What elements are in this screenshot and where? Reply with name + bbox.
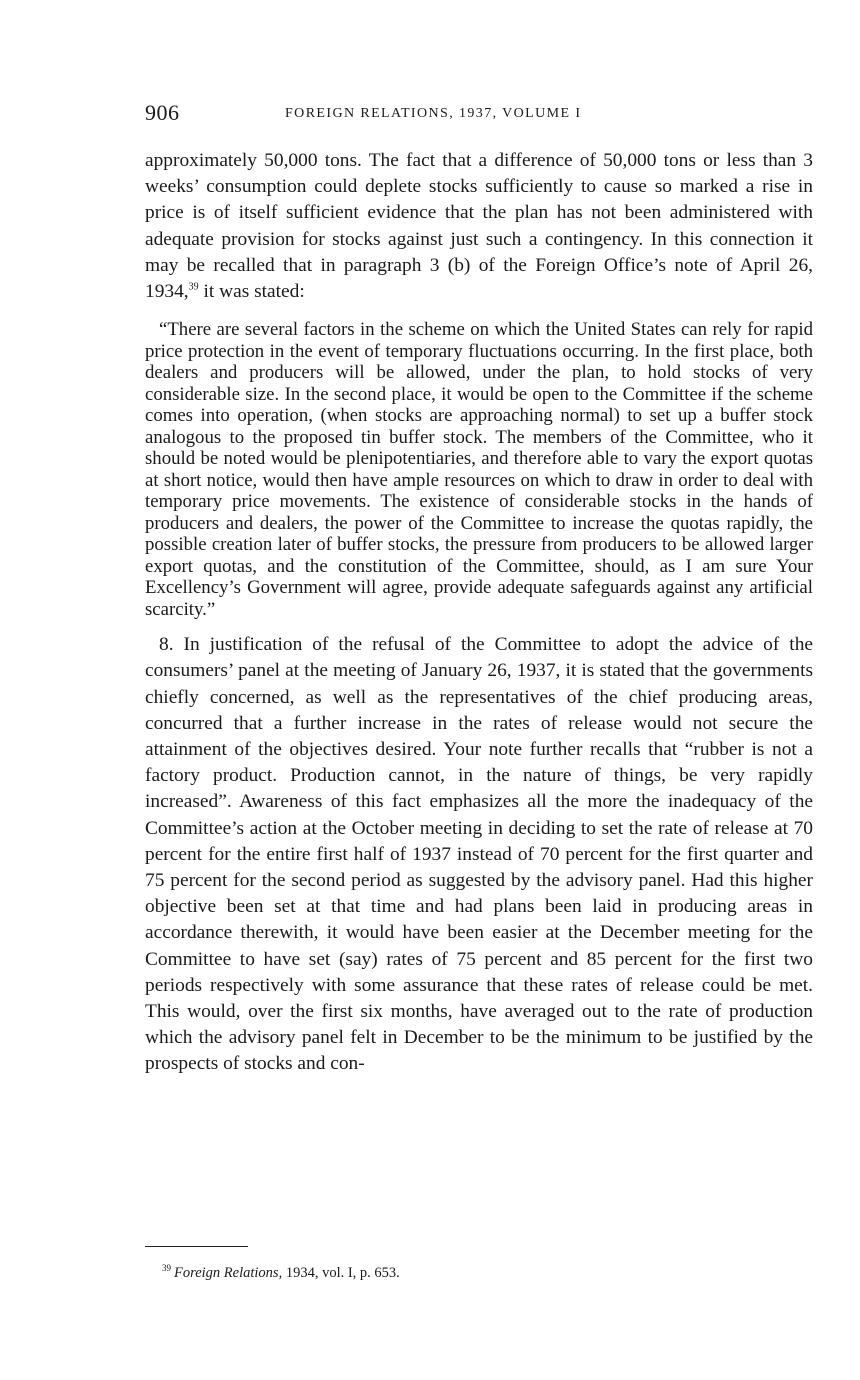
block-quote: “There are several factors in the scheme on which the United States can rely for rapid price protection in the event of temporary fluctuations occurring. In the first place, both dealers and producers will be allowed, under the plan, to hold stocks of very considerable size. In the second place, it would be open to the Committee if the scheme comes into operation, (when stocks are approaching normal) to set up a buffer stock analogous to the proposed tin buffer stock. The members of the Committee, who it should be noted would be plenipotentiaries, and therefore able to vary the export quotas at short notice, would then have ample resources on which to draw in order to deal with temporary price movements. The existence of considerable stocks in the hands of producers and dealers, the power of the Committee to increase the quotas rapidly, the possible creation later of buffer stocks, the pressure from producers to be allowed larger export quotas, and the constitution of the Committee, should, as I am sure Your Excellency’s Government will agree, provide adequate safeguards against any artificial scarcity.” — [145, 319, 813, 620]
footnote-source-title: Foreign Relations — [174, 1264, 279, 1281]
intro-paragraph — [145, 148, 813, 305]
footnote-divider — [145, 1246, 248, 1247]
intro-text: approximately 50,000 tons. The fact that a difference of 50,000 tons or less than 3 weeks’ consumption could deplete stocks sufficiently to cause so marked a rise in price is of itself sufficient evidence that the plan has not been administered with adequate provision for stocks against just such a contingency. In this connection it may be recalled that in paragraph 3 (b) of the Foreign Office’s note of April 26, 1934, — [145, 150, 813, 303]
running-head: FOREIGN RELATIONS, 1937, VOLUME I — [285, 106, 582, 121]
footnote-number: 39 — [162, 1263, 171, 1273]
intro-text-end: it was stated: — [198, 281, 305, 303]
page-number: 906 — [145, 100, 180, 125]
page-header — [145, 100, 815, 130]
paragraph-8: 8. In justification of the refusal of the Committee to adopt the advice of the consumers’ panel at the meeting of January 26, 1937, it is stated that the governments chiefly concerned, as well as the representatives of the chief producing areas, concurred that a further increase in the rates of release would not secure the attainment of the objectives desired. Your note further recalls that “rubber is not a factory product. Production cannot, in the nature of things, be very rapidly increased”. Awareness of this fact emphasizes all the more the inadequacy of the Committee’s action at the October meeting in deciding to set the rate of release at 70 percent for the entire first half of 1937 instead of 70 percent for the first quarter and 75 percent for the second period as suggested by the advisory panel. Had this higher objective been set at that time and had plans been laid in producing areas in accordance therewith, it would have been easier at the December meeting for the Committee to have set (say) rates of 75 percent and 85 percent for the first two periods respectively with some assurance that these rates of release could be met. This would, over the first six months, have averaged out to the rate of production which the advisory panel felt in December to be the minimum to be justified by the prospects of stocks and con- — [145, 634, 813, 1075]
footnote — [162, 1259, 400, 1282]
footnote-reference: 39 — [188, 281, 199, 293]
footnote-citation: , 1934, vol. I, p. 653. — [278, 1264, 400, 1281]
body-text — [145, 148, 813, 1078]
